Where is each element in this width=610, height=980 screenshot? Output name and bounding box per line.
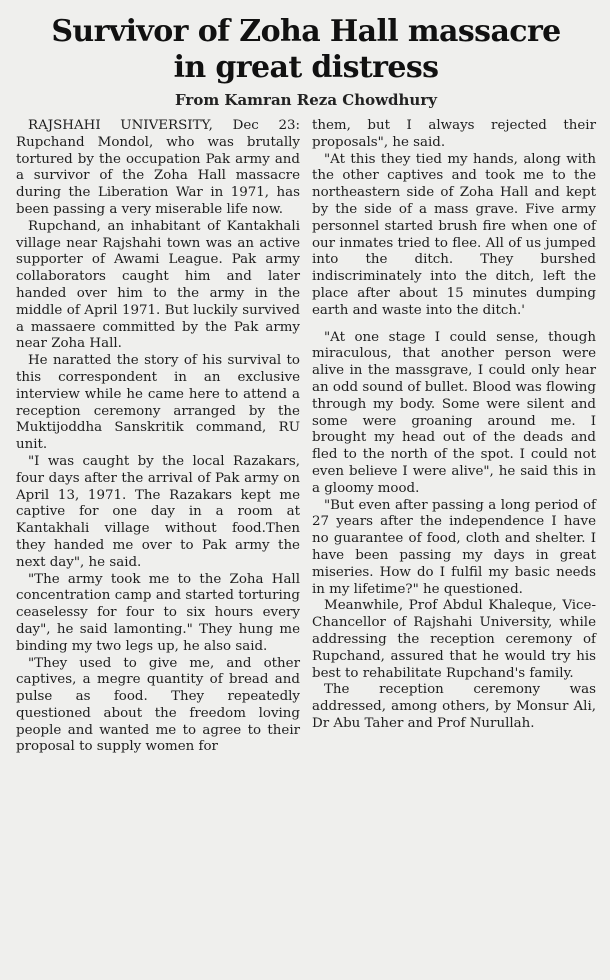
byline: From Kamran Reza Chowdhury bbox=[175, 91, 437, 109]
headline-line-1: Survivor of Zoha Hall massacre bbox=[51, 14, 561, 49]
paragraph: "The army took me to the Zoha Hall concentration camp and started torturing ceaselessy for four to six hours every day", he said lamonting." They hung me binding my two legs up, he also said. bbox=[16, 571, 300, 654]
paragraph: "At this they tied my hands, along with the other captives and took me to the northeastern side of Zoha Hall and kept by the side of a mass grave. Five army personnel started brush fire when one of our inmates tried to flee. All of us jumped into the ditch. They burshed indiscriminately into the ditch, left the place after about 15 minutes dumping earth and waste into the ditch.' bbox=[312, 151, 596, 318]
paragraph: He naratted the story of his survival to this correspondent in an exclusive interview while he came here to attend a reception ceremony arranged by the Muktijoddha Sanskritik command, RU unit. bbox=[16, 353, 300, 453]
left-column bbox=[16, 118, 300, 756]
right-column bbox=[312, 118, 596, 733]
paragraph: "But even after passing a long period of 27 years after the independence I have no guarantee of food, cloth and shelter. I have been passing my days in great miseries. How do I fulfil my basic needs in my lifetime?" he questioned. bbox=[312, 497, 596, 597]
paragraph: Rupchand, an inhabitant of Kantakhali village near Rajshahi town was an active supporter of Awami League. Pak army collaborators caught him and later handed over him to the army in the middle of April 1971. But luckily survived a massaere committed by the Pak army near Zoha Hall. bbox=[16, 218, 300, 352]
paragraph: Meanwhile, Prof Abdul Khaleque, Vice-Chancellor of Rajshahi University, while addressing the reception ceremony of Rupchand, assured that he would try his best to rehabilitate Rupchand's family. bbox=[312, 598, 596, 681]
headline bbox=[16, 14, 596, 86]
paragraph: "I was caught by the local Razakars, four days after the arrival of Pak army on April 13, 1971. The Razakars kept me captive for one day in a room at Kantakhali village without food.Then they handed me over to Pak army the next day", he said. bbox=[16, 453, 300, 570]
paragraph: RAJSHAHI UNIVERSITY, Dec 23: Rupchand Mondol, who was brutally tortured by the occupation Pak army and a survivor of the Zoha Hall massacre during the Liberation War in 1971, has been passing a very miserable life now. bbox=[16, 118, 300, 217]
paragraph: them, but I always rejected their proposals", he said. bbox=[312, 118, 596, 150]
headline-line-2: in great distress bbox=[173, 50, 439, 85]
paragraph: "At one stage I could sense, though miraculous, that another person were alive in the massgrave, I could only hear an odd sound of bullet. Blood was flowing through my body. Some were silent and some were groaning around me. I brought my head out of the deads and fled to the north of the spot. I could not even believe I were alive", he said this in a gloomy mood. bbox=[312, 329, 596, 496]
article-body bbox=[16, 118, 596, 756]
paragraph: The reception ceremony was addressed, among others, by Monsur Ali, Dr Abu Taher and Prof Nurullah. bbox=[312, 682, 596, 731]
paragraph: "They used to give me, and other captives, a megre quantity of bread and pulse as food. They repeatedly questioned about the freedom loving people and wanted me to agree to their proposal to supply women for bbox=[16, 655, 300, 755]
